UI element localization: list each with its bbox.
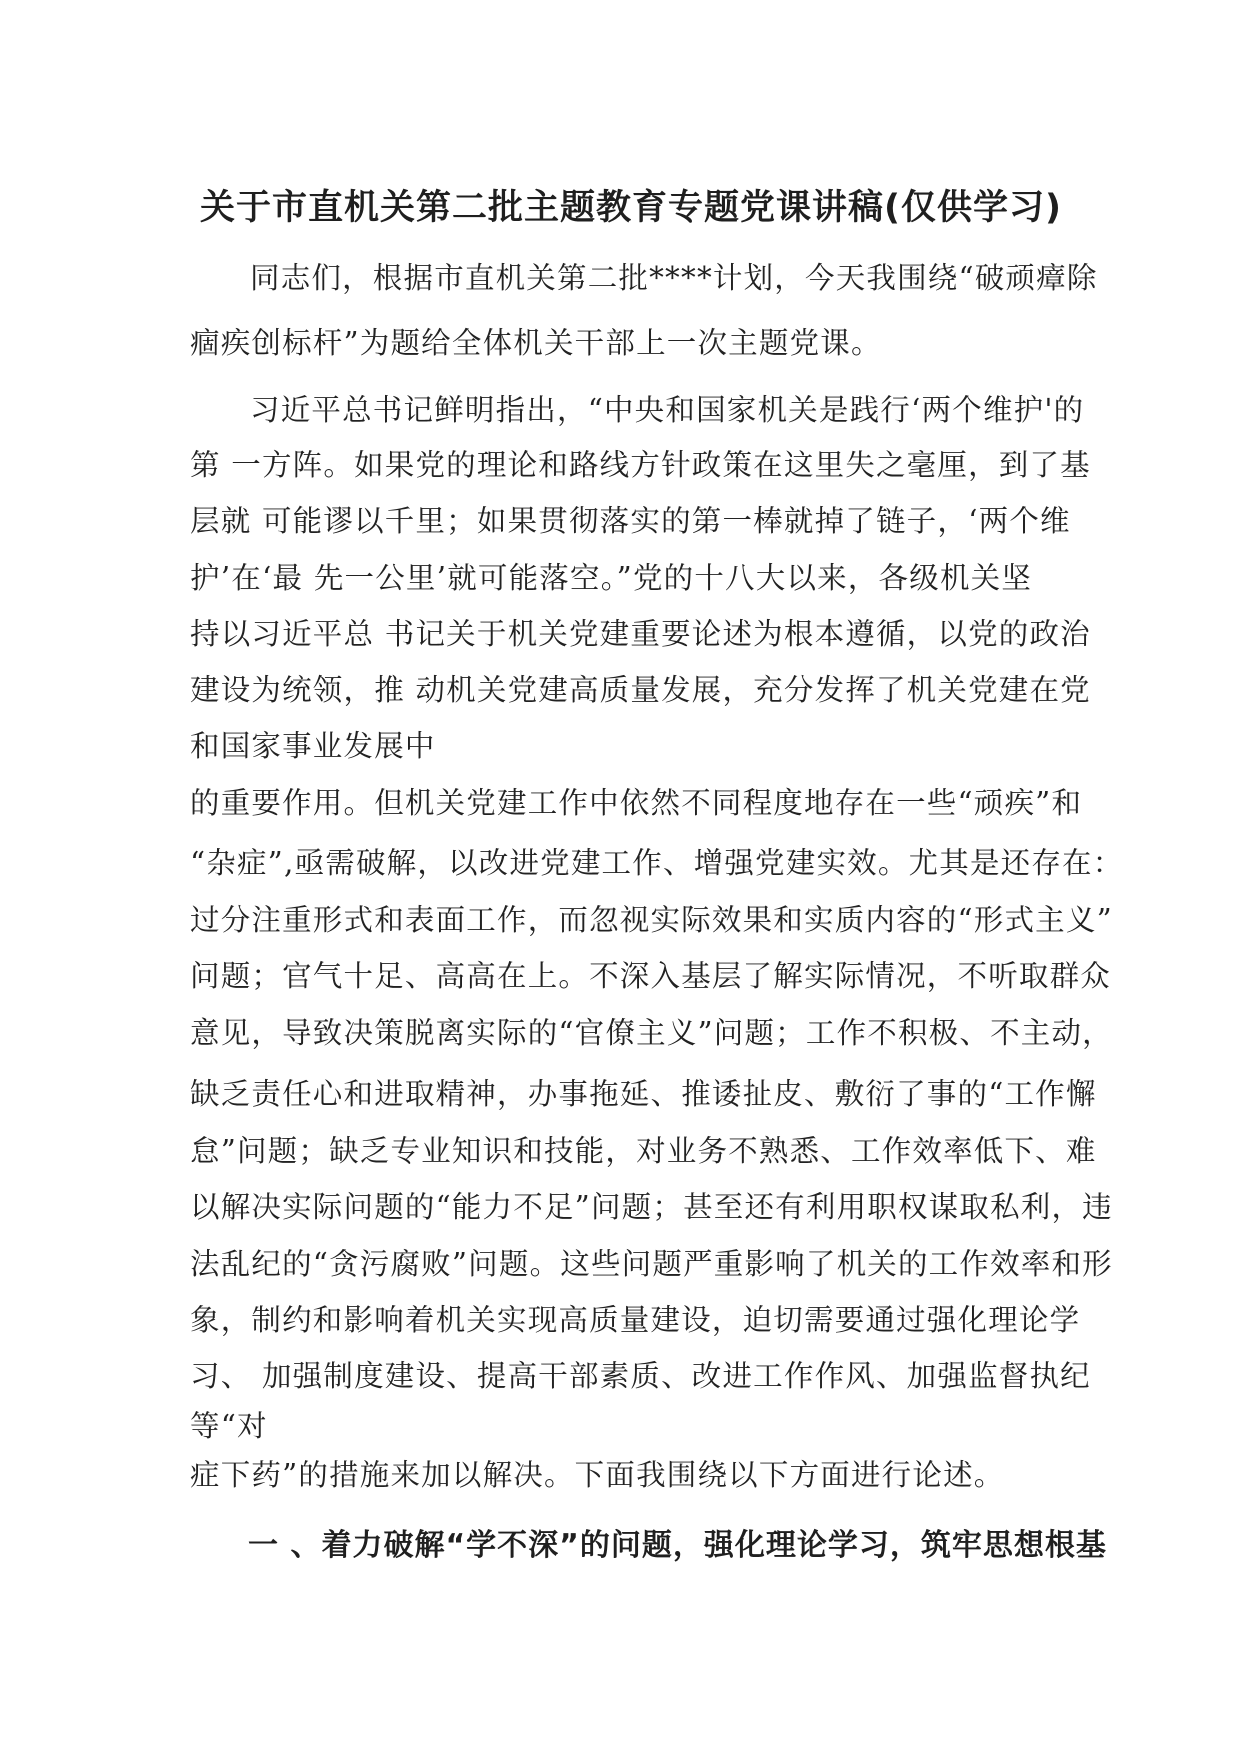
paragraph-line: 等“对	[190, 1409, 268, 1443]
paragraph-line: 建设为统领，推 动机关党建高质量发展，充分发挥了机关党建在党	[190, 673, 1091, 707]
paragraph-line: 症下药”的措施来加以解决。下面我围绕以下方面进行论述。	[190, 1458, 1005, 1492]
paragraph-line: 过分注重形式和表面工作，而忽视实际效果和实质内容的“形式主义”	[190, 903, 1113, 937]
paragraph-line: 和国家事业发展中	[190, 729, 436, 763]
paragraph-line: 痼疾创标杆”为题给全体机关干部上一次主题党课。	[190, 326, 882, 360]
paragraph-line: 问题；官气十足、高高在上。不深入基层了解实际情况，不听取群众	[190, 959, 1112, 993]
paragraph-line: 怠”问题；缺乏专业知识和技能，对业务不熟悉、工作效率低下、难	[190, 1134, 1097, 1168]
paragraph-line: 缺乏责任心和进取精神，办事拖延、推诿扯皮、敷衍了事的“工作懈	[190, 1077, 1097, 1111]
section-heading: 一 、着力破解“学不深”的问题，强化理论学习，筑牢思想根基	[248, 1528, 1107, 1563]
paragraph-line: 象，制约和影响着机关实现高质量建设，迫切需要通过强化理论学	[190, 1303, 1081, 1337]
paragraph-line: 的重要作用。但机关党建工作中依然不同程度地存在一些“顽疾”和	[190, 786, 1083, 820]
paragraph-line: “杂症”,亟需破解，以改进党建工作、增强党建实效。尤其是还存在：	[190, 846, 1124, 880]
paragraph-line: 第 一方阵。如果党的理论和路线方针政策在这里失之毫厘，到了基	[190, 448, 1091, 482]
paragraph-line: 习、 加强制度建设、提高干部素质、改进工作作风、加强监督执纪	[190, 1359, 1091, 1393]
paragraph-line: 意见，导致决策脱离实际的“官僚主义”问题；工作不积极、不主动，	[190, 1016, 1113, 1050]
paragraph-line: 习近平总书记鲜明指出，“中央和国家机关是践行‘两个维护'的	[250, 393, 1085, 427]
paragraph-line: 以解决实际问题的“能力不足”问题；甚至还有利用职权谋取私利，违	[190, 1190, 1113, 1224]
paragraph-line: 法乱纪的“贪污腐败”问题。这些问题严重影响了机关的工作效率和形	[190, 1247, 1113, 1281]
paragraph-line: 同志们，根据市直机关第二批****计划，今天我围绕“破顽瘴除	[250, 261, 1098, 295]
document-title: 关于市直机关第二批主题教育专题党课讲稿(仅供学习)	[200, 188, 1062, 228]
paragraph-line: 层就 可能谬以千里；如果贯彻落实的第一棒就掉了链子，‘两个维	[190, 504, 1071, 538]
paragraph-line: 护’在‘最 先一公里’就可能落空。”党的十八大以来，各级机关坚	[190, 561, 1033, 595]
paragraph-line: 持以习近平总 书记关于机关党建重要论述为根本遵循，以党的政治	[190, 617, 1091, 651]
